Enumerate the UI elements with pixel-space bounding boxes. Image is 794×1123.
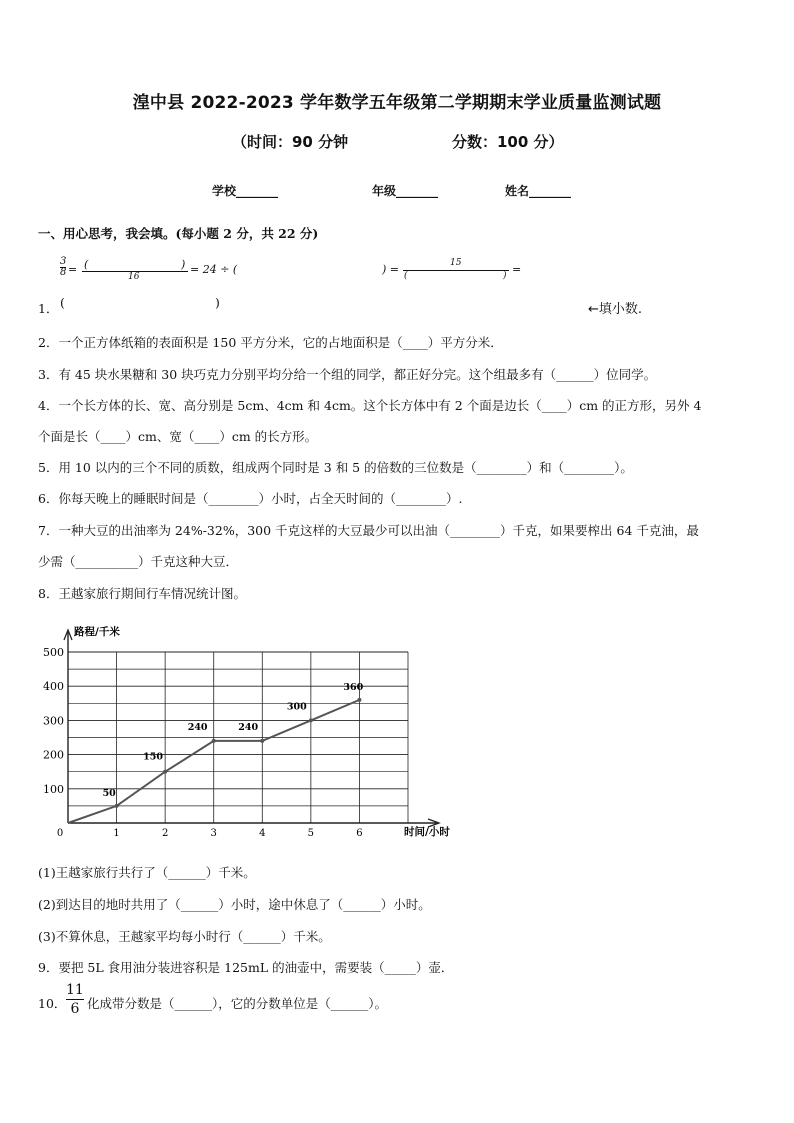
chart-grid — [68, 652, 408, 823]
x-tick-label: 4 — [259, 828, 266, 839]
y-tick-label: 500 — [43, 646, 64, 659]
x-tick-label: 1 — [113, 828, 120, 839]
q1-num15: 15 — [450, 258, 462, 268]
data-point — [357, 698, 361, 702]
x-tick-label: 5 — [307, 828, 315, 839]
data-label: 240 — [187, 721, 208, 733]
question-8-part-1: (1)王越家旅行共行了（______）千米。 — [38, 865, 256, 880]
x-axis-label: 时间/小时 — [404, 826, 450, 838]
question-8: 8．王越家旅行期间行车情况统计图。 — [38, 586, 246, 601]
question-7-cont: 少需（__________）千克这种大豆． — [38, 554, 239, 569]
data-point — [212, 739, 216, 743]
q1-hint: ←填小数. — [588, 302, 643, 317]
q1-eq1: = — [68, 263, 78, 276]
q1-eq2: = 24 ÷ ( — [190, 263, 238, 276]
q1-equation — [60, 257, 66, 278]
q10-fraction — [66, 983, 84, 1016]
data-label: 300 — [286, 701, 307, 713]
total-score: 分数：100 分） — [452, 133, 564, 151]
data-point — [115, 804, 119, 808]
page-title: 湟中县 2022-2023 学年数学五年级第二学期期末学业质量监测试题 — [132, 93, 662, 113]
q1-frac-num: 3 — [60, 256, 67, 267]
y-tick-label: 300 — [43, 714, 64, 728]
y-tick-label: 400 — [43, 680, 64, 694]
grade-field: 年级_______ — [372, 184, 439, 198]
line-chart — [30, 620, 480, 845]
question-10-text: 化成带分数是（______），它的分数单位是（______）。 — [87, 996, 388, 1011]
question-6: 6．你每天晚上的睡眠时间是（________）小时，占全天时间的（________）. — [38, 491, 463, 506]
q10-frac-den: 6 — [70, 1001, 80, 1017]
data-label: 50 — [102, 787, 116, 799]
question-2: 2．一个正方体纸箱的表面积是 150 平方分米，它的占地面积是（____）平方分米． — [38, 335, 503, 350]
y-tick-label: 200 — [43, 748, 64, 762]
chart-ticks — [43, 646, 363, 839]
q1-frac-line-2 — [403, 270, 509, 271]
school-field: 学校_______ — [212, 184, 279, 198]
q1-den16: 16 — [128, 272, 140, 282]
q1-eq3: ) = — [382, 263, 400, 276]
question-10-label: 10． — [38, 996, 67, 1011]
q1-frac-den: 8 — [60, 267, 67, 278]
x-tick-label: 6 — [356, 828, 363, 839]
data-label: 240 — [238, 721, 259, 733]
q1-eq4: = — [512, 263, 522, 276]
data-point — [163, 770, 167, 774]
question-8-part-2: (2)到达目的地时共用了（______）小时，途中休息了（______）小时。 — [38, 897, 431, 912]
question-4-cont: 个面是长（____）cm、宽（____）cm 的长方形。 — [38, 429, 318, 444]
q1-paren-open: ( — [84, 258, 89, 271]
data-point — [260, 739, 264, 743]
q1-paren-small-close: ) — [503, 271, 507, 281]
question-9: 9．要把 5L 食用油分装进容积是 125mL 的油壶中，需要装（_____）壶． — [38, 960, 454, 975]
question-8-part-3: (3)不算休息，王越家平均每小时行（______）千米。 — [38, 929, 331, 944]
q1-paren-small-open: ( — [404, 271, 408, 281]
data-label: 360 — [343, 681, 364, 693]
section-title: 一、用心思考，我会填。(每小题 2 分，共 22 分) — [38, 226, 319, 241]
x-tick-label: 2 — [161, 828, 169, 839]
question-7: 7．一种大豆的出油率为 24%-32%，300 千克这样的大豆最少可以出油（________）千克，如果要榨出 64 千克油，最 — [38, 523, 699, 538]
data-label: 150 — [143, 751, 163, 763]
data-point — [309, 718, 313, 722]
q1-paren-close: ) — [181, 258, 186, 271]
question-5: 5．用 10 以内的三个不同的质数，组成两个同时是 3 和 5 的倍数的三位数是（________）和（________）。 — [38, 460, 633, 475]
question-3: 3．有 45 块水果糖和 30 块巧克力分别平均分给一个组的同学，都正好分完。这个组最多有（______）位同学。 — [38, 367, 657, 382]
x-tick-label: 3 — [210, 828, 217, 839]
y-tick-label: 100 — [43, 782, 64, 796]
y-axis-label: 路程/千米 — [74, 626, 120, 638]
name-field: 姓名_______ — [505, 184, 572, 198]
q1-answer-close: ) — [215, 295, 220, 310]
question-4: 4．一个长方体的长、宽、高分别是 5cm、4cm 和 4cm。这个长方体中有 2 个面是边长（____）cm 的正方形，另外 4 — [38, 398, 702, 413]
q1-label: 1． — [38, 301, 59, 316]
q1-answer-open: ( — [60, 295, 65, 310]
q10-frac-num: 11 — [66, 982, 84, 998]
x-tick-label: 0 — [56, 828, 64, 839]
time-limit: （时间：90 分钟 — [232, 133, 349, 151]
q1-fraction — [60, 257, 66, 278]
